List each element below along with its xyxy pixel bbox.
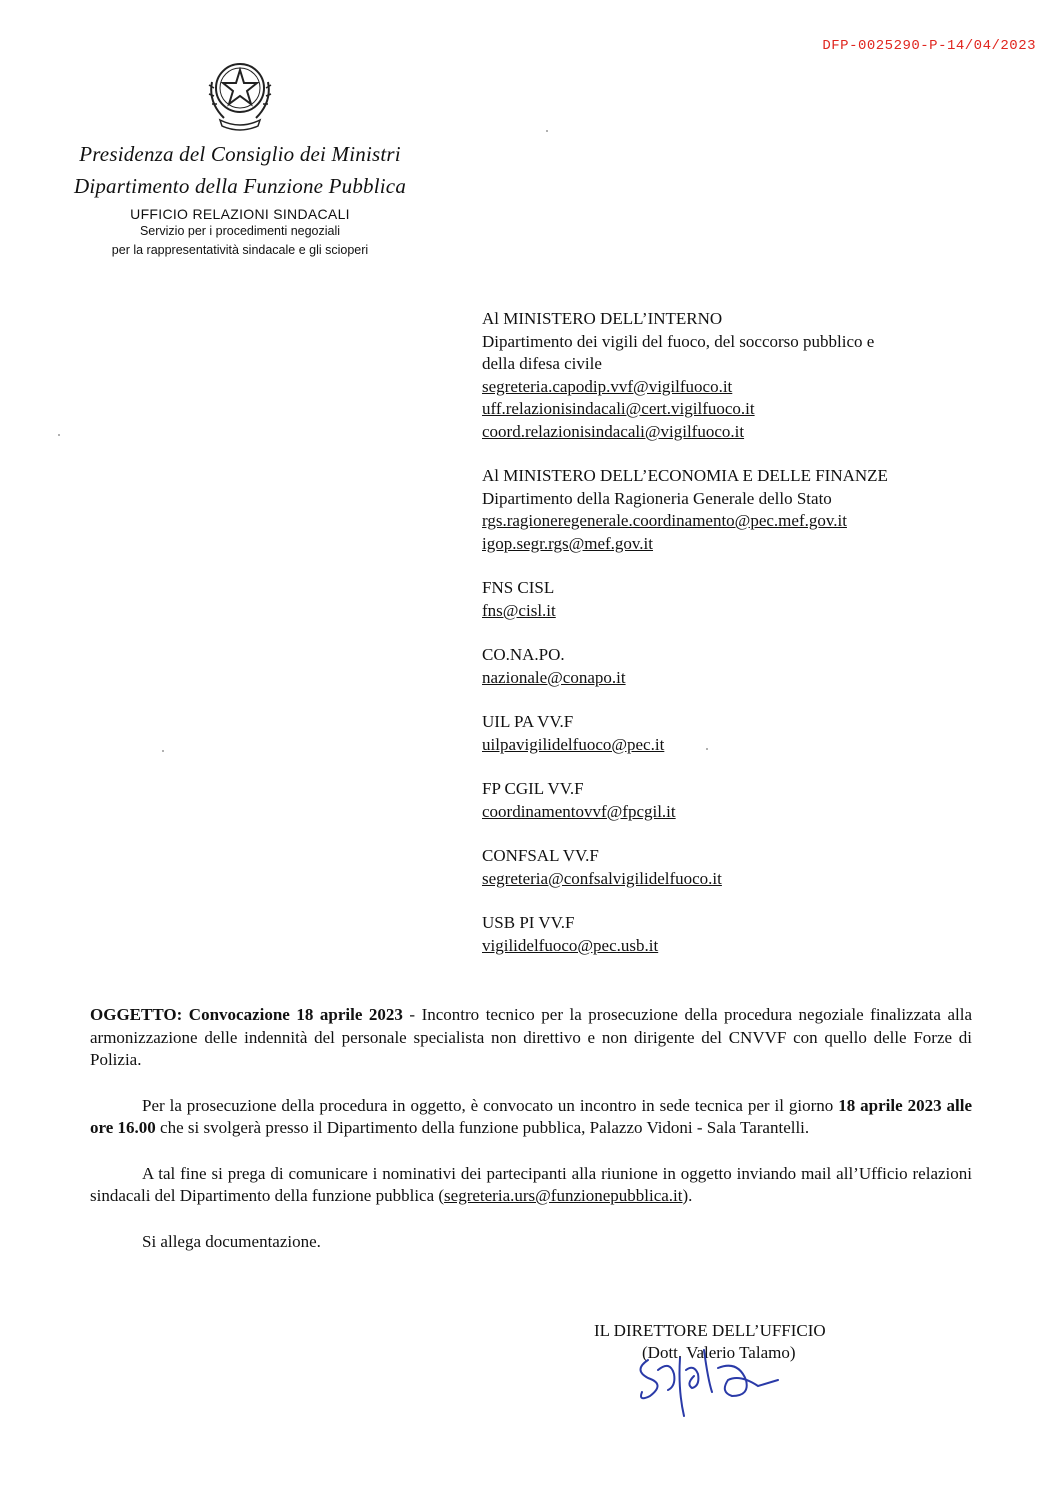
letterhead-line-presidenza: Presidenza del Consiglio dei Ministri (79, 142, 401, 166)
recipient-email-link[interactable]: coord.relazionisindacali@vigilfuoco.it (482, 421, 745, 441)
recipient-block (482, 644, 1002, 689)
recipient-block (482, 778, 1002, 823)
convocation-location: che si svolgerà presso il Dipartimento della funzione pubblica, Palazzo Vidoni - Sala Tarantelli. (155, 1118, 810, 1137)
service-line-2: per la rappresentatività sindacale e gli scioperi (111, 243, 369, 257)
signer-title: IL DIRETTORE DELL’UFFICIO (594, 1321, 826, 1340)
recipient-name: FP CGIL VV.F (482, 779, 584, 798)
recipient-name: UIL PA VV.F (482, 712, 574, 731)
letterhead (60, 138, 420, 260)
convocation-paragraph (90, 1095, 972, 1140)
subject-text: - Incontro tecnico per la prosecuzione della procedura negoziale finalizzata alla armonizzazione delle indennità del personale specialista non direttivo e non dirigente del CNVVF con quello delle Forze di Polizia. (90, 1005, 973, 1069)
recipient-email-link[interactable]: uilpavigilidelfuoco@pec.it (482, 734, 665, 754)
recipient-name: CO.NA.PO. (482, 645, 565, 664)
office-name: UFFICIO RELAZIONI SINDACALI (130, 206, 350, 222)
italian-republic-emblem-icon (202, 52, 278, 134)
handwritten-signature (628, 1330, 798, 1430)
service-line-1: Servizio per i procedimenti negoziali (139, 224, 341, 238)
recipient-email-link[interactable]: fns@cisl.it (482, 600, 556, 620)
recipient-email-link[interactable]: coordinamentovvf@fpcgil.it (482, 801, 676, 821)
recipient-block (482, 465, 1002, 555)
request-text: A tal fine si prega di comunicare i nominativi dei partecipanti alla riunione in oggetto inviando mail all’Ufficio relazioni sindacali del Dipartimento della funzione pubblica ( (90, 1163, 972, 1205)
recipient-email-link[interactable]: igop.segr.rgs@mef.gov.it (482, 533, 654, 553)
letter-body (90, 1004, 972, 1276)
recipient-email-link[interactable]: rgs.ragioneregenerale.coordinamento@pec.mef.gov.it (482, 511, 847, 530)
recipient-department: Dipartimento della Ragioneria Generale dello Stato (482, 488, 832, 508)
recipient-department: della difesa civile (482, 354, 602, 373)
protocol-number: DFP-0025290-P-14/04/2023 (822, 38, 1036, 54)
signer-name: (Dott. Valerio Talamo) (642, 1343, 796, 1362)
convocation-text: Per la prosecuzione della procedura in oggetto, è convocato un incontro in sede tecnica per il giorno (142, 1095, 839, 1115)
recipient-email-link[interactable]: segreteria@confsalvigilidelfuoco.it (482, 868, 722, 888)
recipient-email-link[interactable]: uff.relazionisindacali@cert.vigilfuoco.it (482, 399, 755, 418)
request-text-end: ). (682, 1186, 693, 1205)
recipient-name: CONFSAL VV.F (482, 846, 599, 865)
recipient-name: USB PI VV.F (482, 913, 575, 932)
recipient-block (482, 308, 1002, 443)
attachment-note: Si allega documentazione. (142, 1231, 321, 1251)
office-email-link[interactable]: segreteria.urs@funzionepubblica.it (444, 1186, 683, 1205)
recipient-name: FNS CISL (482, 578, 555, 597)
subject-label: OGGETTO: (90, 1005, 183, 1024)
recipient-block (482, 845, 1002, 890)
recipient-block (482, 711, 1002, 756)
recipient-name: Al MINISTERO DELL’INTERNO (482, 309, 723, 328)
request-paragraph (90, 1163, 972, 1208)
recipients-list (482, 308, 1002, 979)
recipient-email-link[interactable]: segreteria.capodip.vvf@vigilfuoco.it (482, 376, 733, 396)
recipient-department: Dipartimento dei vigili del fuoco, del soccorso pubblico e (482, 331, 875, 351)
meeting-datetime: 18 aprile 2023 alle ore 16.00 (90, 1095, 973, 1137)
subject-paragraph (90, 1004, 972, 1072)
recipient-email-link[interactable]: vigilidelfuoco@pec.usb.it (482, 935, 659, 955)
recipient-name: Al MINISTERO DELL’ECONOMIA E DELLE FINANZE (482, 466, 888, 485)
recipient-block (482, 912, 1002, 957)
recipient-block (482, 577, 1002, 622)
letterhead-line-dipartimento: Dipartimento della Funzione Pubblica (73, 174, 407, 198)
subject-title: Convocazione 18 aprile 2023 (188, 1005, 403, 1024)
recipient-email-link[interactable]: nazionale@conapo.it (482, 667, 626, 687)
